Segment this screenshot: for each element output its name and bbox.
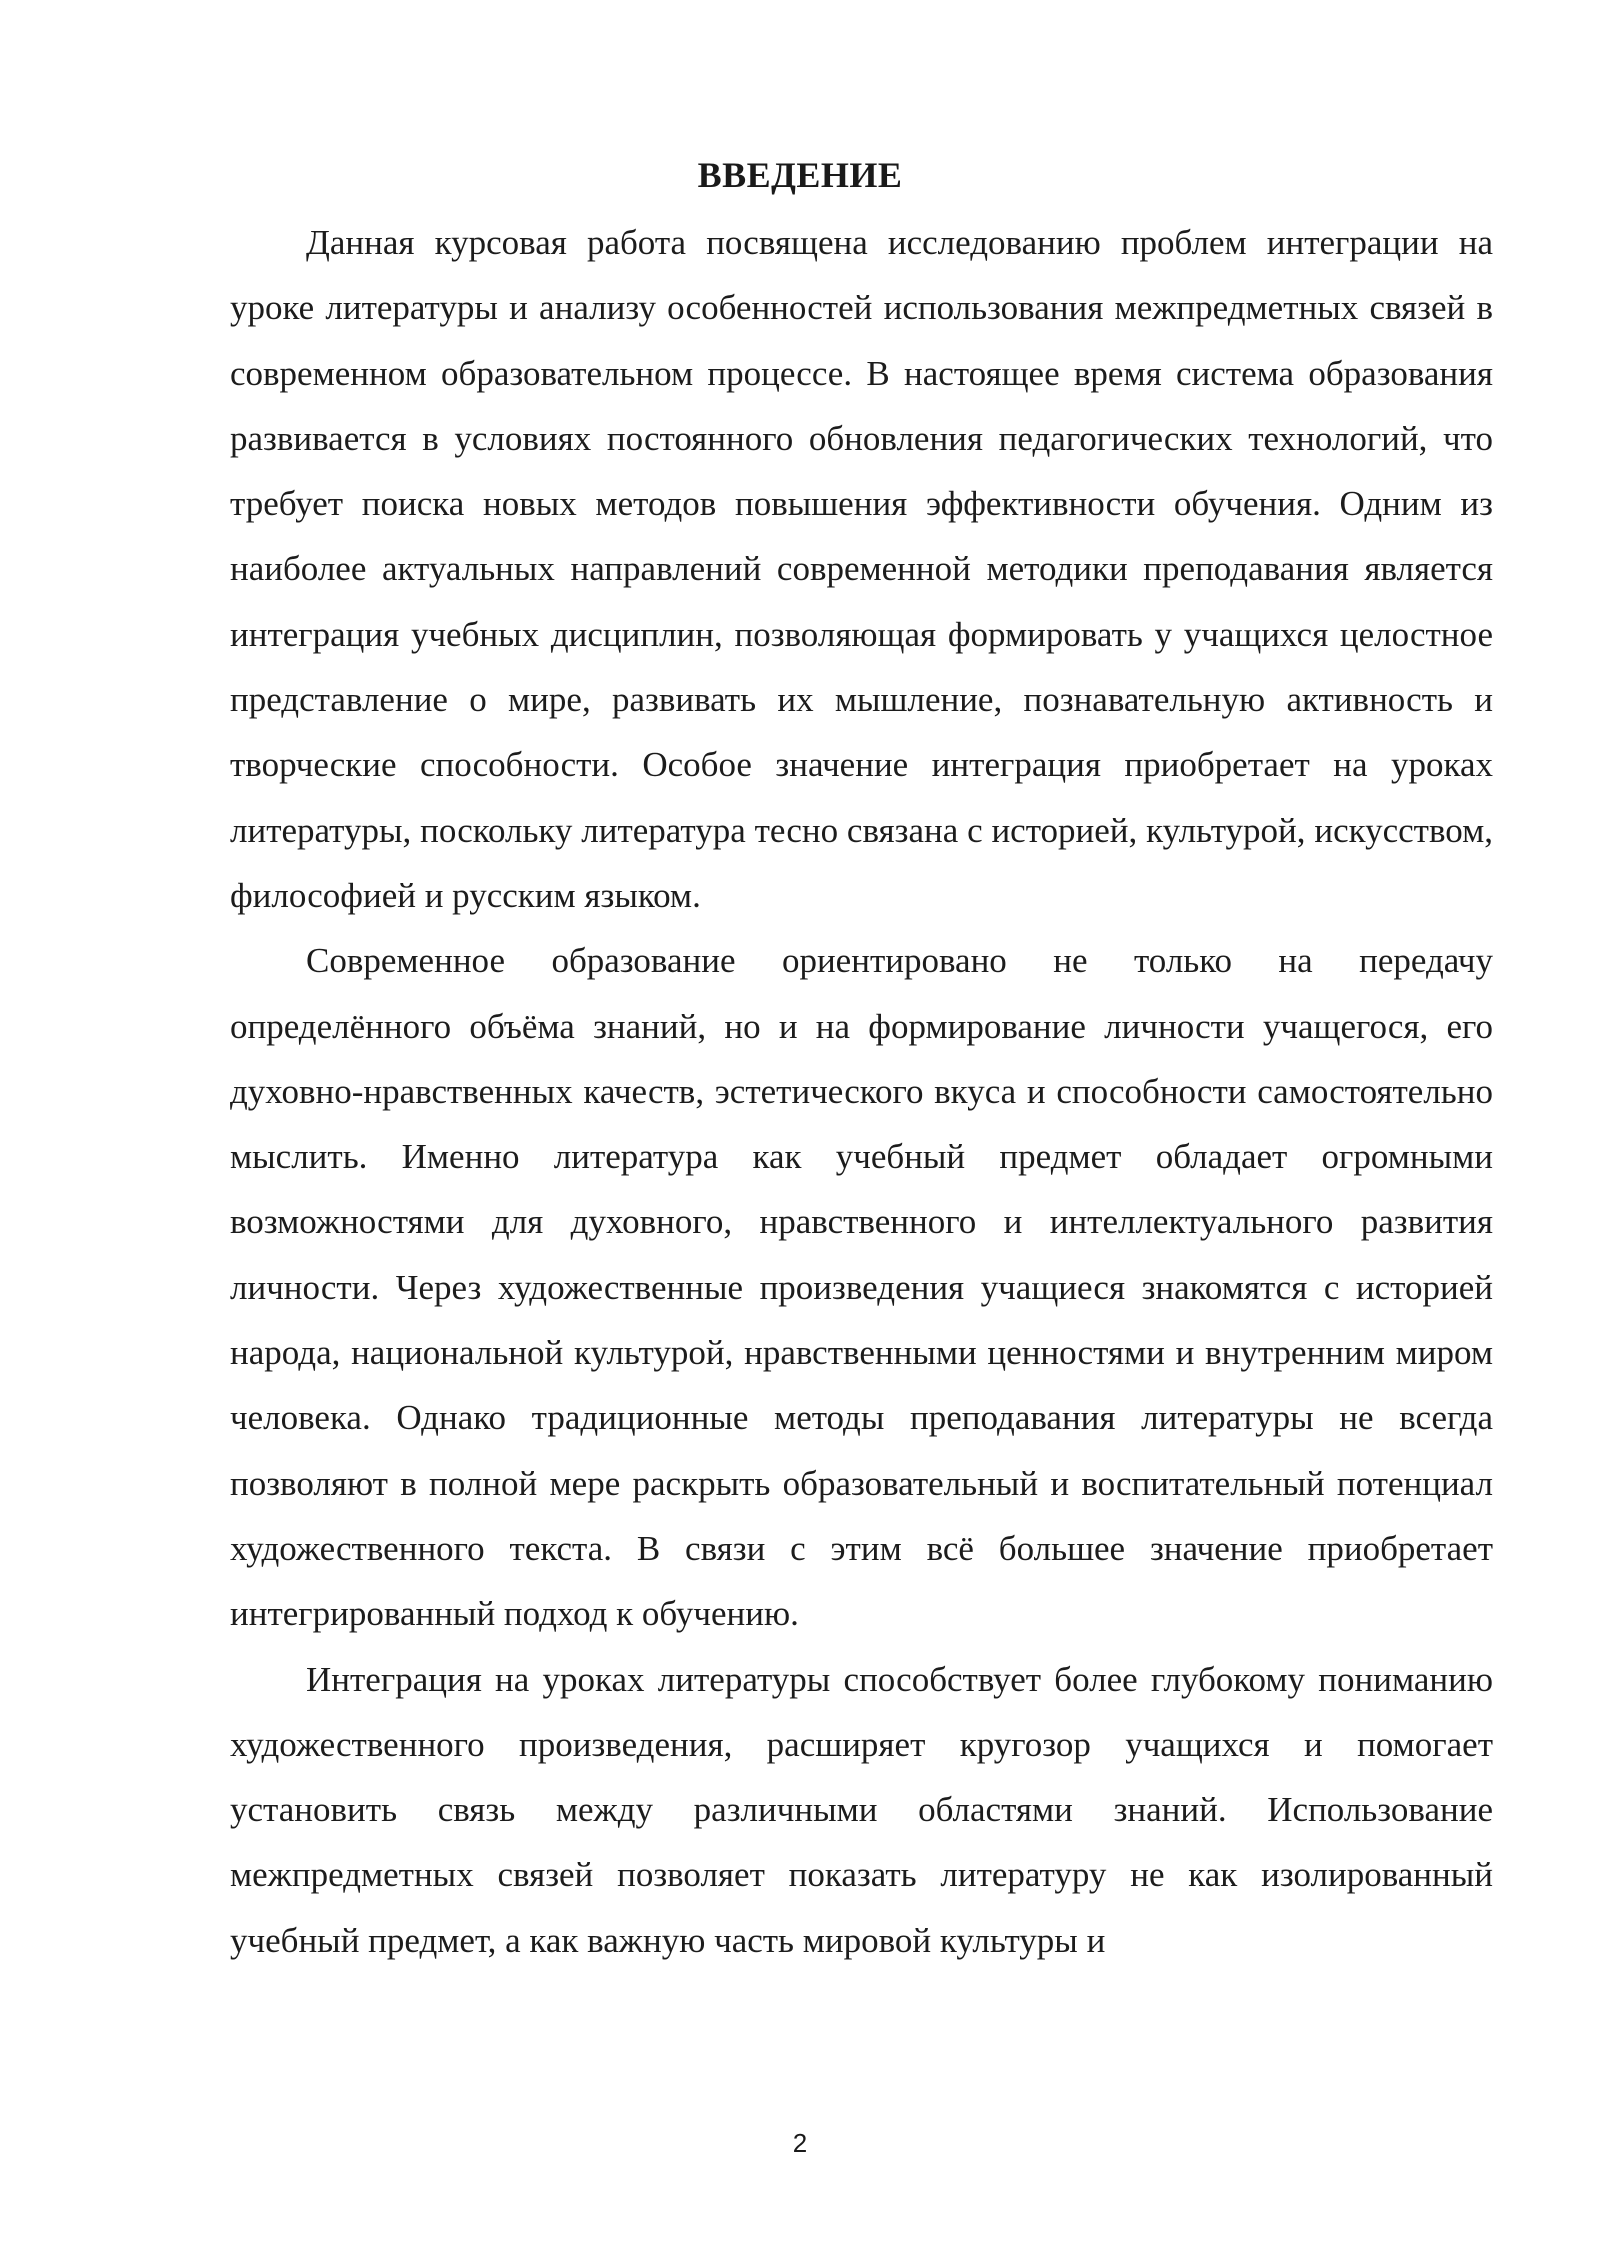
paragraph: Данная курсовая работа посвящена исследованию проблем интеграции на уроке литературы и анализу особенностей использования межпредметных связей в современном образовательном процессе. В настоящее время система образования развивается в условиях постоянного обновления педагогических технологий, что требует поиска новых методов повышения эффективности обучения. Одним из наиболее актуальных направлений современной методики преподавания является интеграция учебных дисциплин, позволяющая формировать у учащихся целостное представление о мире, развивать их мышление, познавательную активность и творческие способности. Особое значение интеграция приобретает на уроках литературы, поскольку литература тесно связана с историей, культурой, искусством, философией и русским языком. [230, 223, 1493, 915]
paragraph: Современное образование ориентировано не только на передачу определённого объёма знаний, но и на формирование личности учащегося, его духовно-нравственных качеств, эстетического вкуса и способности самостоятельно мыслить. Именно литература как учебный предмет обладает огромными возможностями для духовного, нравственного и интеллектуального развития личности. Через художественные произведения учащиеся знакомятся с историей народа, национальной культурой, нравственными ценностями и внутренним миром человека. Однако традиционные методы преподавания литературы не всегда позволяют в полной мере раскрыть образовательный и воспитательный потенциал художественного текста. В связи с этим всё большее значение приобретает интегрированный подход к обучению. [230, 941, 1493, 1634]
section-heading: ВВЕДЕНИЕ [697, 155, 903, 195]
body-text [230, 210, 1493, 1973]
page-number: 2 [792, 2128, 808, 2158]
paragraph: Интеграция на уроках литературы способствует более глубокому пониманию художественного произведения, расширяет кругозор учащихся и помогает установить связь между различными областями знаний. Использование межпредметных связей позволяет показать литературу не как изолированный учебный предмет, а как важную часть мировой культуры и [230, 1659, 1493, 1960]
